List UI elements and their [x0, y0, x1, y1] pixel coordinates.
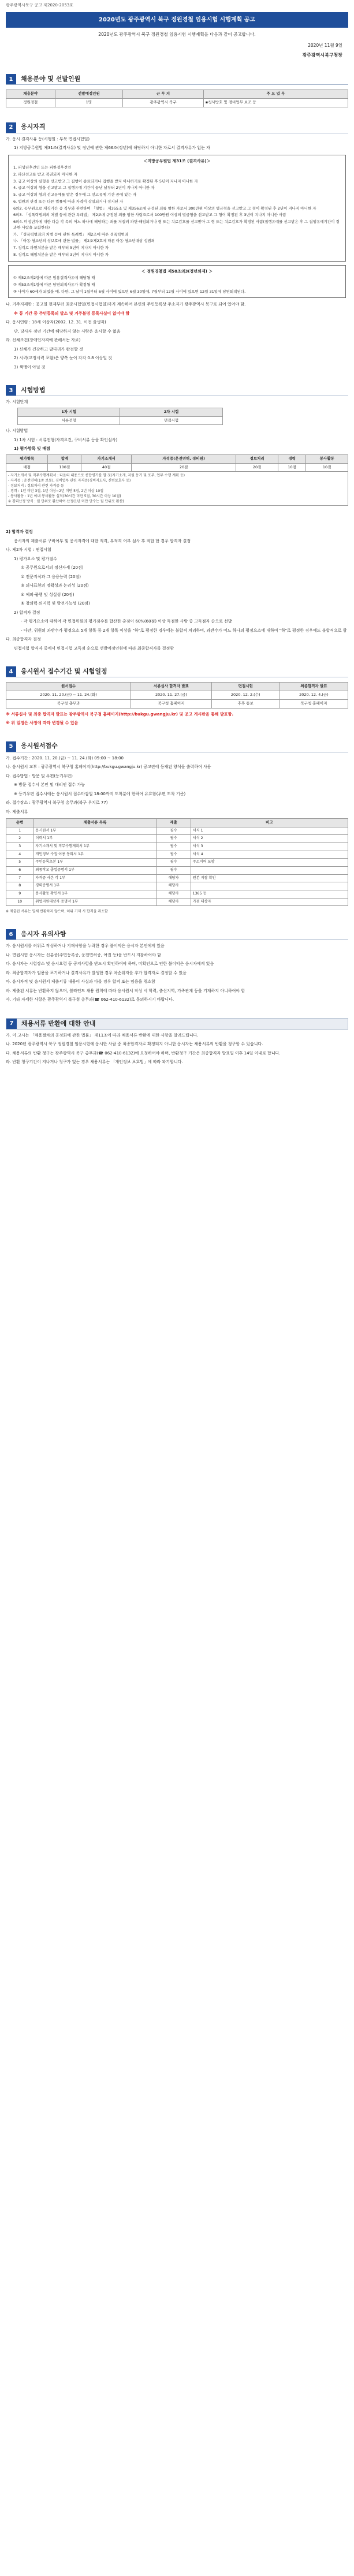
table-row — [6, 691, 348, 700]
table-header: 정보처리 — [236, 454, 278, 463]
box-line: 가. 「성폭력범죄의 처벌 등에 관한 특례법」 제2조에 따른 성폭력범죄 — [13, 232, 128, 237]
table-row — [6, 898, 348, 906]
table-cell: 2020. 12. 4.(금) — [280, 691, 348, 700]
table-cell: 2020. 11. 20.(금) ~ 11. 24.(화) — [6, 691, 131, 700]
table-row — [6, 472, 348, 506]
table-cell: 9 — [6, 890, 33, 899]
eval-note: - 봉사활동 : 1년 이내 봉사활동 실적(30시간 미만 5점, 30시간 이상 10점) — [8, 494, 121, 499]
section-title: 응시자 유의사항 — [21, 930, 66, 938]
table-header-row — [6, 90, 348, 99]
section-number: 2 — [6, 122, 16, 133]
table-cell: 해당자 — [156, 898, 191, 906]
section-title: 채용분야 및 선발인원 — [21, 74, 81, 83]
paragraph: 1) 지방공무원법 제31조(결격사유) 및 정년에 관한 제66조(정년)에 해당하지 아니한 자로서 결격사유가 없는 자 — [14, 146, 210, 150]
paragraph: 라. 신체조건(장애인자격에 관해서는 자료) — [6, 338, 81, 343]
table-header: 최종합격자 발표 — [280, 683, 348, 691]
table-header: 1차 시험 — [18, 408, 120, 416]
paragraph: 다. 접수방법 : 방문 및 우편(등기우편) — [6, 773, 73, 778]
paragraph: 1) 1차 시험 : 서류전형(자격요건, 구비서류 등을 확인심사) — [14, 437, 118, 442]
table-cell: 배점 — [6, 463, 48, 472]
table-cell: 주소이력 포함 — [191, 859, 348, 867]
paragraph: ③ 의사표현의 정확성과 논리성 (20점) — [21, 583, 89, 588]
box-line: 나. 「아동·청소년의 성보호에 관한 법률」 제2조제2호에 따른 아동·청소년대상 성범죄 — [13, 238, 155, 244]
table-header-row — [6, 819, 348, 827]
section-6-header — [6, 929, 348, 940]
box-line: ① 제52조제2항에 따른 임용결격사유에 해당될 때 — [13, 275, 95, 280]
table-row — [6, 867, 348, 875]
table-cell: 1 — [6, 827, 33, 835]
box-title: ＜ 정원경철법 제58조의3(정년의제) ＞ — [141, 269, 213, 274]
table-cell: 가점 대상자 — [191, 898, 348, 906]
section-title: 응시원서접수 — [21, 742, 58, 750]
table-cell: 2020. 12. 2.(수) — [211, 691, 280, 700]
section-number: 3 — [6, 385, 16, 396]
eval-notes-cell — [6, 472, 348, 506]
box-line: 1. 피성년후견인 또는 피한정후견인 — [13, 165, 72, 170]
documents-note: ※ 제출된 서류는 일체 반환하지 않으며, 허위 기재 시 합격을 취소함 — [6, 909, 108, 914]
table-cell: 1365 등 — [191, 890, 348, 899]
table-cell: ▪청사방호 및 경비업무 보조 등 — [203, 98, 348, 107]
table-cell: 자기소개서 및 직무수행계획서 1부 — [33, 843, 156, 851]
table-row — [6, 463, 348, 472]
table-header-row — [6, 683, 348, 691]
eval-note: - 자격증 : 운전면허(1종 보통), 경비업무 관련 자격증(경비지도사, 신변보호사 등) — [8, 479, 131, 483]
section-title: 응시원서 접수기간 및 시험일정 — [21, 668, 107, 675]
table-cell: 서식 3 — [191, 843, 348, 851]
table-cell: 20점 — [131, 463, 236, 472]
recruitment-table — [6, 90, 348, 107]
table-header: 채용분야 — [6, 90, 55, 99]
notice-item: 나. 면접시험 응시자는 신분증(주민등록증, 운전면허증, 여권 등)을 반드시 지참하여야 함 — [6, 952, 161, 957]
return-item: 라. 반환 청구기간이 지나거나 청구가 없는 경우 채용서류는 「개인정보 보호법」에 따라 파기합니다. — [6, 1060, 183, 1065]
table-cell — [191, 867, 348, 875]
table-header: 2차 시험 — [120, 408, 222, 416]
table-header-row — [18, 408, 223, 416]
table-cell: 광주광역시 북구 — [123, 98, 204, 107]
table-row — [6, 835, 348, 843]
paragraph: ① 공무원으로서의 정신자세 (20점) — [21, 565, 84, 571]
paragraph: 라. 접수장소 : 광주광역시 북구청 총무과(북구 우치로 77) — [6, 800, 108, 805]
schedule-table — [6, 682, 348, 708]
paragraph: 나. 제2차 시험 : 면접시험 — [6, 547, 51, 553]
table-cell: 서식 4 — [191, 851, 348, 859]
table-row — [6, 882, 348, 890]
paragraph: 면접시험 합격자 중에서 면접시험 고득점 순으로 선발예정인원에 따라 최종합격자를 결정함 — [14, 646, 174, 651]
box-line: 3. 금고 이상의 실형을 선고받고 그 집행이 종료되거나 집행을 받지 아니하기로 확정된 후 5년이 지나지 아니한 자 — [13, 178, 198, 184]
table-header: 선발예정인원 — [55, 90, 123, 99]
table-header: 평가항목 — [6, 454, 48, 463]
section-7-header — [6, 1018, 348, 1030]
table-header: 합계 — [48, 454, 81, 463]
table-row — [6, 874, 348, 882]
paragraph: - 다만, 위원의 과반수가 평정요소 5개 항목 중 2개 항목 이상을 "하"로 평정한 경우에는 불합격 처리하며, 과반수가 어느 하나의 평정요소에 대하여 "하"로 평정한 경우에도 불합격으로 함 — [21, 628, 347, 633]
section-2-header — [6, 122, 348, 133]
table-header: 순번 — [6, 819, 33, 827]
page-title: 2020년도 광주광역시 북구 정원경철 임용시험 시행계획 공고 — [6, 12, 348, 28]
return-item: 가. 이 고시는 「채용절차의 공정화에 관한 법률」 제11조에 따라 채용서류 반환에 대한 사항을 알려드립니다. — [6, 1032, 199, 1038]
notice-item: 마. 응시자격 및 응시원서 제출서류 내용이 사실과 다를 경우 합격 또는 임용을 취소함 — [6, 979, 155, 985]
box-line: 6. 법원의 판결 또는 다른 법률에 따라 자격이 상실되거나 정지된 자 — [13, 199, 124, 204]
table-cell: 40점 — [81, 463, 132, 472]
residence-note: ※ 동 기간 중 주민등록의 말소 및 거주불명 등록사실이 없어야 함 — [14, 311, 130, 316]
paragraph: 1) 신체가 건강하고 팔다리가 완전할 것 — [14, 346, 83, 352]
table-header: 봉사활동 — [306, 454, 348, 463]
table-cell: 추후 통보 — [211, 699, 280, 708]
box-line: 8. 징계로 해임처분을 받은 때부터 3년이 지나지 아니한 자 — [13, 252, 109, 257]
table-cell: 해당자 — [156, 874, 191, 882]
paragraph: 단, 당사자 정년 기간에 해당하지 않는 사람은 응시할 수 없음 — [14, 329, 121, 334]
section-number: 1 — [6, 74, 16, 84]
section-number: 7 — [6, 1019, 17, 1029]
table-cell: 10점 — [278, 463, 306, 472]
table-row — [6, 890, 348, 899]
table-cell: 100점 — [48, 463, 81, 472]
paragraph: 나. 시험방법 — [6, 428, 28, 434]
paragraph: 응시자의 제출서류 구비여부 및 응시자격에 대한 적격, 부적격 여부 심사 후 적합 한 경우 합격자 결정 — [14, 538, 191, 543]
box-line: 5. 금고 이상의 형의 선고유예를 받은 경우에 그 선고유예 기간 중에 있는 자 — [13, 192, 137, 197]
table-cell: 이력서 1부 — [33, 835, 156, 843]
table-row — [18, 416, 223, 425]
section-4-header — [6, 666, 348, 677]
paragraph: 나. 응시원서 교부 : 광주광역시 북구청 홈페이지(http://bukgu.gwangju.kr) 공고란에 등재된 양식을 출력하여 사용 — [6, 765, 211, 769]
table-cell — [191, 882, 348, 890]
section-title: 채용서류 반환에 대한 안내 — [21, 1019, 96, 1027]
schedule-note: ※ 서류심사 및 최종 합격자 발표는 광주광역시 북구청 홈페이지(http://bukgu.gwangju.kr) 및 공고 게시판을 통해 발표함. — [6, 711, 233, 717]
table-cell: 해당자 — [156, 890, 191, 899]
table-cell: 북구청 홈페이지 — [131, 699, 212, 708]
table-cell: 필수 — [156, 843, 191, 851]
table-row — [6, 827, 348, 835]
eval-note: ※ 경력산정 방식 : 월 단위로 환산하여 산정(1년 미만 단수는 월 단위로 환산) — [8, 499, 124, 504]
notice-item: 바. 제출된 서류는 반환하지 않으며, 블라인드 채용 원칙에 따라 응시원서 작성 시 학력, 출신지역, 가족관계 등을 기재하지 아니하여야 함 — [6, 988, 245, 993]
table-header: 제출 — [156, 819, 191, 827]
table-cell: 8 — [6, 882, 33, 890]
table-cell: 필수 — [156, 851, 191, 859]
table-row — [6, 843, 348, 851]
table-header: 자기소개서 — [81, 454, 132, 463]
box-line: ② 제53조제1항에 따른 당연퇴직사유가 확정될 때 — [13, 282, 95, 287]
table-header: 비고 — [191, 819, 348, 827]
eval-note: - 자기소개서 및 직무수행계획서 : 다음의 내용으로 종합평가를 할 것(자기소개, 지원 동기 및 포부, 업무 수행 계획 등) — [8, 474, 185, 478]
evaluation-table — [6, 454, 348, 506]
table-header: 원서접수 — [6, 683, 131, 691]
table-cell: 7 — [6, 874, 33, 882]
retirement-box — [8, 265, 346, 299]
paragraph: 마. 제출서류 — [6, 809, 28, 814]
box-line: 2. 파산선고를 받고 복권되지 아니한 자 — [13, 172, 77, 177]
box-line: 7. 징계로 파면처분을 받은 때부터 5년이 지나지 아니한 자 — [13, 245, 109, 250]
table-cell: 해당자 — [156, 882, 191, 890]
table-header-row — [6, 454, 348, 463]
paragraph: ※ 등기우편 접수시에는 응시원서 접수마감일 18:00까지 도착분에 한하여 유효함(우편 도착 기준) — [14, 791, 186, 796]
table-cell: 10점 — [306, 463, 348, 472]
box-line: 6의4. 미성년자에 대한 다음 각 목의 어느 하나에 해당하는 죄를 저질러 파면·해임되거나 형 또는 치료감호를 선고받아 그 형 또는 치료감호가 확정된 사람(집행유예를 선고받은 후 그 집행유예기간이 경과한 사람을 포함한다) — [13, 219, 340, 230]
table-cell: 필수 — [156, 867, 191, 875]
table-cell: 필수 — [156, 835, 191, 843]
table-cell: 5 — [6, 859, 33, 867]
table-cell: 2020. 11. 27.(금) — [131, 691, 212, 700]
table-cell: 경력증명서 1부 — [33, 882, 156, 890]
table-cell: 서식 1 — [191, 827, 348, 835]
table-cell: 4 — [6, 851, 33, 859]
paragraph: 나. 거주지제한 : 공고일 현재부터 최종시험일(면접시험일)까지 계속하여 본인의 주민등록상 주소지가 광주광역시 북구로 되어 있어야 함. — [6, 302, 246, 307]
paragraph: ⑤ 창의력·의지력 및 발전가능성 (20점) — [21, 601, 90, 606]
table-header: 자격증(운전면허, 경비원) — [131, 454, 236, 463]
issuing-org: 광주광역시북구청장 — [302, 53, 342, 58]
table-row — [6, 699, 348, 708]
paragraph: 가. 응시 결격사유 등(시행일 : 부북 면접시험일) — [6, 136, 90, 141]
section-number: 5 — [6, 741, 16, 752]
paragraph: 2) 시력(교정시력 포함)은 양쪽 눈이 각각 0.8 이상일 것 — [14, 356, 113, 361]
box-title: ＜지방공무원법 제31조 (결격사유)＞ — [143, 158, 211, 163]
notice-item: 다. 응시자는 시험장소 및 응시요령 등 공지사항을 반드시 확인하여야 하며, 미확인으로 인한 불이익은 응시자에게 있음 — [6, 961, 214, 967]
section-5-header — [6, 741, 348, 752]
table-cell: 서류전형 — [18, 416, 120, 425]
table-header: 주 요 업 무 — [203, 90, 348, 99]
table-header: 제출서류 목록 — [33, 819, 156, 827]
documents-table — [6, 818, 348, 906]
section-title: 시험방법 — [21, 386, 46, 394]
table-cell: 20점 — [236, 463, 278, 472]
box-line: 6의3. 「성폭력범죄의 처벌 등에 관한 특례법」 제2조에 규정된 죄를 범한 사람으로서 100만원 이상의 벌금형을 선고받고 그 형이 확정된 후 3년이 지나지 아니한 사람 — [13, 213, 286, 218]
paragraph: 3) 색맹이 아닐 것 — [14, 364, 46, 370]
stage-table — [17, 408, 223, 426]
eval-note: - 경력 : 1년 미만 3점, 1년 이상~2년 미만 5점, 2년 이상 10점 — [8, 489, 103, 494]
section-1-header — [6, 74, 348, 85]
table-cell: 자격증 사본 각 1부 — [33, 874, 156, 882]
table-cell: 원본 지참 확인 — [191, 874, 348, 882]
table-cell: 봉사활동 확인서 1부 — [33, 890, 156, 899]
box-line: 6의2. 공무원으로 재직기간 중 직무와 관련하여 「형법」 제355조 및 제356조에 규정된 죄를 범한 자로서 300만원 이상의 벌금형을 선고받고 그 형이 확정된 후 2년이 지나지 아니한 자 — [13, 206, 316, 211]
table-cell: 주민등록초본 1부 — [33, 859, 156, 867]
paragraph: 1) 평가요소 및 평가점수 — [14, 556, 57, 561]
announcement-number: 광주광역시북구 공고 제2020-2053호 — [6, 3, 73, 8]
table-header: 서류심사 합격자 발표 — [131, 683, 212, 691]
return-item: 나. 2020년 광주광역시 북구 정원경철 임용시험에 응시한 사람 중 최종합격자로 확정되지 아니한 응시자는 채용서류의 반환을 청구할 수 있습니다. — [6, 1042, 263, 1047]
table-cell: 1명 — [55, 98, 123, 107]
paragraph: 가. 시험단계 — [6, 400, 28, 405]
table-cell: 서식 2 — [191, 835, 348, 843]
table-row — [6, 98, 348, 107]
table-cell: 6 — [6, 867, 33, 875]
table-cell: 필수 — [156, 859, 191, 867]
notice-item: 라. 최종합격자가 임용을 포기하거나 결격사유가 발생한 경우 차순위자를 추가 합격자로 결정할 수 있음 — [6, 970, 187, 975]
announcement-date: 2020년 11월 9일 — [308, 42, 342, 48]
table-row — [6, 851, 348, 859]
paragraph: ② 전문지식과 그 응용능력 (20점) — [21, 574, 81, 579]
table-header: 면접시험 — [211, 683, 280, 691]
paragraph: ※ 방문 접수시 본인 및 대리인 접수 가능 — [14, 782, 85, 787]
paragraph: 다. 최종합격자 결정 — [6, 637, 41, 642]
table-cell: 3 — [6, 843, 33, 851]
section-3-header — [6, 385, 348, 396]
table-cell: 북구청 홈페이지 — [280, 699, 348, 708]
return-item: 다. 채용서류의 반환 청구는 광주광역시 북구 총무과(☎ 062-410-6132)에 요청하여야 하며, 반환청구 기간은 최종합격자 발표일 이후 14일 이내로 합니다. — [6, 1050, 281, 1056]
section-title: 응시자격 — [21, 123, 46, 131]
paragraph: 가. 접수기간 : 2020. 11. 20.(금) ~ 11. 24.(화) 09:00 ~ 18:00 — [6, 755, 124, 761]
table-cell: 최종학교 졸업증명서 1부 — [33, 867, 156, 875]
paragraph: 다. 응시연령 : 18세 이상자(2002. 12. 31. 이전 출생자) — [6, 320, 106, 325]
table-cell: 정원경철 — [6, 98, 55, 107]
paragraph: 1) 평가항목 및 배점 — [14, 446, 50, 452]
section-number: 6 — [6, 929, 16, 940]
eval-note: - 정보처리 : 정보처리 관련 자격증 등 — [8, 484, 64, 489]
disqualification-box — [8, 155, 346, 262]
table-header: 근 무 지 — [123, 90, 204, 99]
table-cell: 개인정보 수집·이용 동의서 1부 — [33, 851, 156, 859]
table-cell: 응시원서 1부 — [33, 827, 156, 835]
notice-item: 사. 기타 자세한 사항은 광주광역시 북구청 총무과(☎ 062-410-6132)로 문의하시기 바랍니다. — [6, 997, 174, 1002]
table-cell: 2 — [6, 835, 33, 843]
paragraph: ④ 예의·품행 및 성실성 (20점) — [21, 592, 74, 597]
paragraph: - 각 평가요소에 대하여 각 면접위원의 평가점수를 합산한 총점이 60%(60점) 이상 득점한 사람 중 고득점자 순으로 선발 — [21, 619, 232, 624]
intro-text: 2020년도 광주광역시 북구 정원경철 임용시험 시행계획을 다음과 같이 공고합니다. — [98, 31, 256, 37]
table-cell: 면접시험 — [120, 416, 222, 425]
table-cell: 10 — [6, 898, 33, 906]
table-row — [6, 859, 348, 867]
notice-item: 가. 응시원서를 허위로 작성하거나 기재사항을 누락한 경우 불이익은 응시자 본인에게 있음 — [6, 944, 165, 949]
section-number: 4 — [6, 666, 16, 677]
table-header: 경력 — [278, 454, 306, 463]
box-line: 4. 금고 이상의 형을 선고받고 그 집행유예 기간이 끝난 날부터 2년이 지나지 아니한 자 — [13, 185, 155, 191]
paragraph: 2) 합격자 결정 — [6, 530, 33, 535]
paragraph: 2) 합격자 결정 — [14, 610, 40, 615]
box-line: ③ 나이가 60세가 되었을 때. 다만, 그 날이 1월부터 6월 사이에 있으면 6월 30일에, 7월부터 12월 사이에 있으면 12월 31일에 당연퇴직된다. — [13, 289, 246, 294]
schedule-note: ※ 위 일정은 사정에 따라 변경될 수 있음 — [6, 721, 79, 725]
table-cell: 북구청 총무과 — [6, 699, 131, 708]
table-cell: 필수 — [156, 827, 191, 835]
table-cell: 취업지원대상자 증명서 1부 — [33, 898, 156, 906]
